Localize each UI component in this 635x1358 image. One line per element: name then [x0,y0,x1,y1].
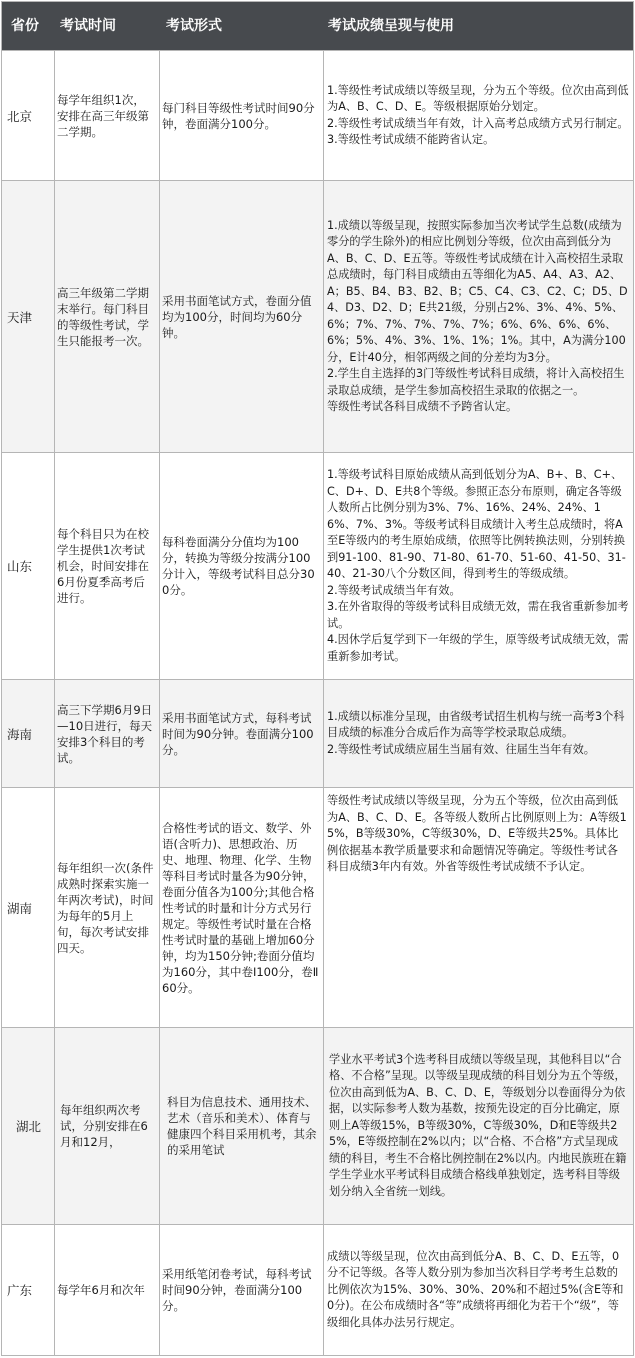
province-cell: 海南 [7,726,33,742]
header-province: 省份 [11,18,39,34]
province-cell: 山东 [7,559,33,574]
exam-time-cell: 每个科目只为在校学生提供1次考试机会，时间安排在6月份夏季高考后进行。 [57,527,149,605]
table-row-hubei [2,1027,633,1224]
exam-form-cell: 采用书面笔试方式，每科考试时间为90分钟。卷面满分100分。 [162,710,314,757]
result-usage-cell: 1.成绩以标准分呈现，由省级考试招生机构与统一高考3个科目成绩的标准分合成后作为高等学校录取总成绩。 2.等级性考试成绩应届生当届有效、往届生当年有效。 [327,709,625,756]
result-usage-cell: 学业水平考试3个选考科目成绩以等级呈现，其他科目以“合格、不合格”呈现。以等级呈现成绩的科目划分为五个等级，位次由高到低为A、B、C、D、E，等级划分以卷面得分为依据，以实际参考人数为基数，按预先设定的百分比确定，原则上A等级15%，B等级30%，C等级30%，D和E等级共25%，E等级控制在2%以内；以“合格、不合格”方式呈现成绩的科目，考生不合格比例控制在2%以内。内地民族班在籍学生学业水平考试科目成绩合格线单独划定，选考科目等级划分纳入全省统一划线。 [329,1052,627,1198]
table-row-tianjin [2,180,633,452]
table-row-hainan [2,679,633,787]
table-row-shandong [2,452,633,679]
table-row-beijing [2,50,633,180]
exam-time-cell: 每年组织两次考试，分别安排在6月和12月， [60,1103,148,1149]
province-cell: 湖北 [16,1119,42,1134]
exam-time-cell: 高三年级第二学期末举行。每门科目的等级性考试，学生只能报考一次。 [57,285,149,348]
policy-table [1,1,634,1356]
exam-form-cell: 采用书面笔试方式，卷面分值均为100分，时间均为60分钟。 [162,293,312,340]
exam-form-cell: 每门科目等级性考试时间90分钟，卷面满分100分。 [162,100,315,131]
result-usage-cell: 成绩以等级呈现，位次由高到低分A、B、C、D、E五等，0分不记等级。各等人数分别为参加当次科目学考考生总数的比例依次为15%、30%、30%、20%和不超过5%(含E等和0分)。在公布成绩时各“等”成绩将再细化为若干个“级”，等级细化具体办法另行规定。 [327,1249,624,1329]
result-usage-cell: 等级性考试成绩以等级呈现，分为五个等级，位次由高到低为A、B、C、D、E。各等级人数所占比例原则上为：A等级15%，B等级30%，C等级30%，D、E等级共25%。具体比例依据基本教学质量要求和命题情况等确定。等级性考试各科目成绩3年内有效。外省等级性考试成绩不予认定。 [327,794,627,873]
exam-form-cell: 采用纸笔闭卷考试，每科考试时间90分钟，卷面满分100分。 [162,1267,312,1313]
province-cell: 天津 [7,309,33,325]
exam-time-cell: 高三下学期6月9日—10日进行，每天安排3个科目的考试。 [57,702,153,765]
result-usage-cell: 1.等级性考试成绩以等级呈现，分为五个等级。位次由高到低为A、B、C、D、E。等级根据原始分划定。 2.等级性考试成绩当年有效，计入高考总成绩方式另行制定。 3.等级性考试成绩不能跨省认定。 [327,83,629,146]
exam-form-cell: 每科卷面满分分值均为100分，转换为等级分按满分100分计入，等级考试科目总分300分。 [162,535,315,597]
exam-time-cell: 每学年6月和次年 [57,1283,145,1297]
table-row-hunan [2,787,633,1027]
result-usage-cell: 1.等级考试科目原始成绩从高到低划分为A、B+、B、C+、C、D+、D、E共8个等级。参照正态分布原则，确定各等级人数所占比例分别为3%、7%、16%、24%、24%、16%、7%、3%。等级考试科目成绩计入考生总成绩时，将A至E等级内的考生原始成绩，依照等比例转换法则，分别转换到91-100、81-90、71-80、61-70、51-60、41-50、31-40、21-30八个分数区间，得到考生的等级成绩。 2.等级考试成绩当年有效。 3.在外省取得的等级考试科目成绩无效，需在我省重新参加考试。 4.因休学后复学到下一年级的学生，原等级考试成绩无效，需重新参加考试。 [327,468,629,663]
exam-form-cell: 科目为信息技术、通用技术、艺术（音乐和美术）、体育与健康四个科目采用机考，其余的采用笔试 [167,1095,317,1157]
header-exam-form: 考试形式 [166,18,222,34]
header-exam-time: 考试时间 [60,18,116,34]
exam-form-cell: 合格性考试的语文、数学、外语(含听力)、思想政治、历史、地理、物理、化学、生物等科目考试时量各为90分钟，卷面分值各为100分;其他合格性考试的时量和计分方式另行规定。等级性考试时量在合格性考试时量的基础上增加60分钟，均为150分钟;卷面分值均为160分，其中卷Ⅰ100分，卷Ⅱ60分。 [162,820,319,995]
exam-time-cell: 每学年组织1次，安排在高三年级第二学期。 [57,92,149,139]
result-usage-cell: 1.成绩以等级呈现，按照实际参加当次考试学生总数(成绩为零分的学生除外)的相应比例划分等级，位次由高到低分为A、B、C、D、E五等。等级性考试成绩在计入高校招生录取总成绩时，每门科目成绩由五等细化为A5、A4、A3、A2、A；B5、B4、B3、B2、B；C5、C4、C3、C2、C；D5、D4、D3、D2、D；E共21级，分别占2%、3%、4%、5%、6%；7%、7%、7%、7%、7%；6%、6%、6%、6%、6%；5%、4%、3%、1%、1%；1%。其中，A为满分100分，E计40分，相邻两级之间的分差均为3分。 2.学生自主选择的3门等级性考试科目成绩，将计入高校招生录取总成绩，是学生参加高校招生录取的依据之一。 等级性考试各科目成绩不予跨省认定。 [327,218,628,413]
province-cell: 北京 [7,108,33,124]
header-result-usage: 考试成绩呈现与使用 [328,18,454,34]
table-row-guangdong [2,1224,633,1355]
exam-time-cell: 每年组织一次(条件成熟时探索实施一年两次考试)，时间为每年的5月上旬，每次考试安排四天。 [57,860,154,955]
province-cell: 广东 [7,1283,33,1298]
table-header [2,2,633,50]
province-cell: 湖南 [7,900,33,916]
